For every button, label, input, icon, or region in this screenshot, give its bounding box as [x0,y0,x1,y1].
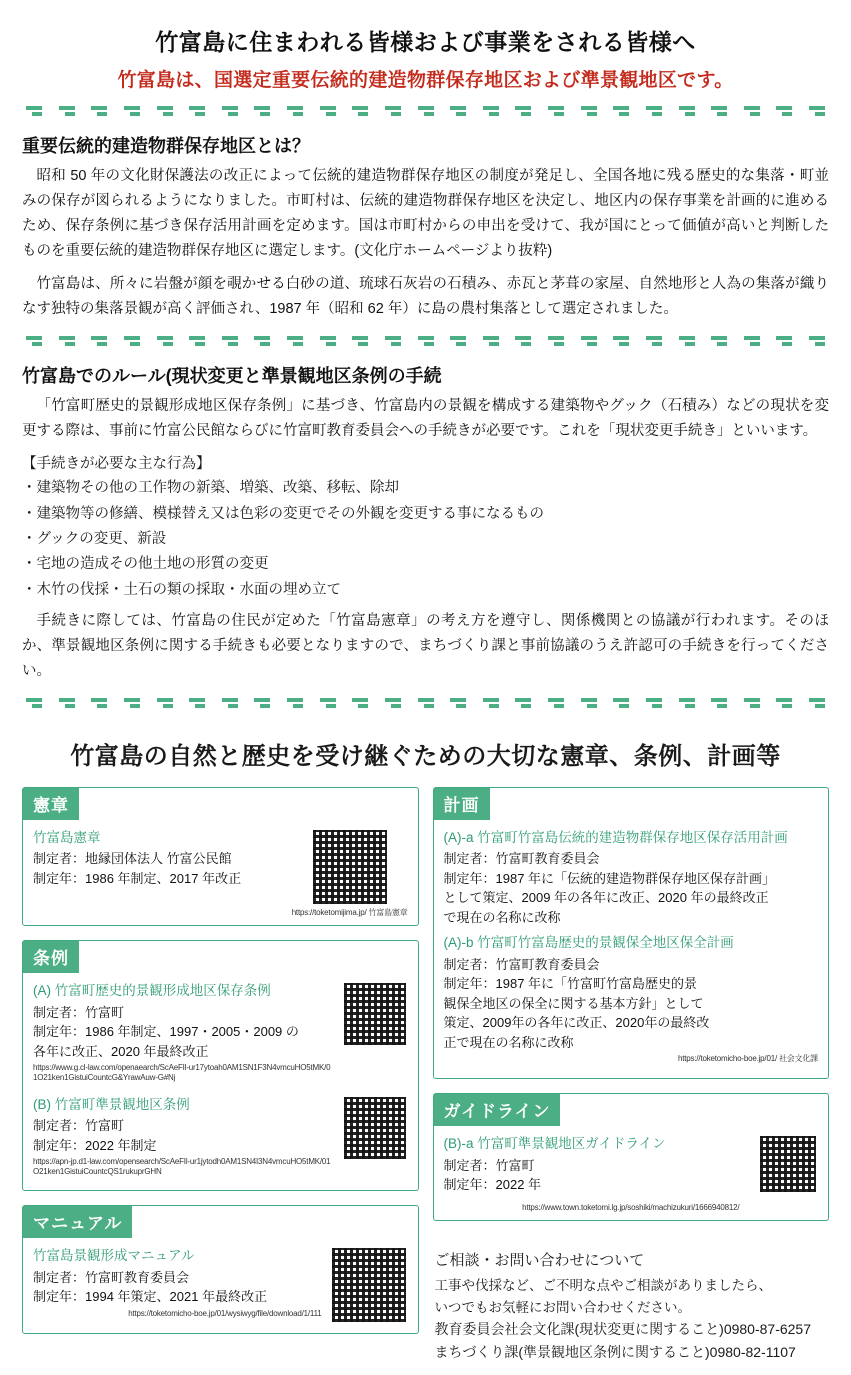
list-item: ・建築物等の修繕、模様替え又は色彩の変更でその外観を変更する事になるもの [22,505,544,522]
entry-line: 制定者：竹富町教育委員会 [443,851,600,867]
section2-paragraph-1: 「竹富町歴史的景観形成地区保存条例」に基づき、竹富島内の景観を構成する建築物やグック（石積み）などの現状を変更する際は、事前に竹富公民館ならびに竹富町教育委員会への手続きが必要です。これを「現状変更手続き」といいます。 [22,397,829,439]
acts-list-heading: 【手続きが必要な主な行為】 [22,455,211,472]
entry-url: https://www.town.toketomi.lg.jp/soshiki/machizukuri/1666940812/ [522,1202,740,1212]
card-keikaku-body [434,820,829,1064]
qr-code-icon[interactable] [330,1246,408,1324]
card-kensho [22,787,419,927]
qr-code-icon[interactable] [342,1095,408,1161]
entry [33,1095,334,1177]
qr-code-icon[interactable] [311,828,389,906]
card-kensho-header: 憲章 [23,788,79,820]
entry-url: https://toketomijima.jp/ 竹富島憲章 [291,907,408,917]
divider-top [26,104,825,118]
qr-code-icon[interactable] [758,1134,818,1194]
card-keikaku [433,787,830,1079]
entry-title: 竹富島景観形成マニュアル [33,1248,195,1264]
divider-middle-2 [26,696,825,710]
card-keikaku-header: 計画 [434,788,490,820]
entry-line: 制定年：2022 年制定 [33,1137,157,1153]
entry [444,1134,751,1195]
section2-paragraph-2: 手続きに際しては、竹富島の住民が定めた「竹富島憲章」の考え方を遵守し、関係機関との協議が行われます。そのほか、準景観地区条例に関する手続きも必要となりますので、まちづくり課と事前協議のうえ許認可の手続きを行ってください。 [22,613,829,679]
entry-line: で現在の名称に改称 [443,909,561,925]
contact-tel: 教育委員会社会文化課(現状変更に関すること)0980-87-6257 [434,1321,812,1338]
card-jorei [22,940,419,1191]
list-item: ・木竹の伐採・土石の類の採取・水面の埋め立て [22,581,341,598]
entry-line: 制定者：竹富町 [33,1118,125,1134]
entry [33,981,334,1082]
section1-paragraph-1: 昭和 50 年の文化財保護法の改正によって伝統的建造物群保存地区の制度が発足し、全国各地に残る歴史的な集落・町並みの保存が図られるようになりました。市町村は、伝統的建造物群保存地区を決定し、地区内の保存事業を計画的に進めるため、保存条例に基づき保存活用計画を定めます。国は市町村からの申出を受けて、我が国にとって価値が高いと判断したものを重要伝統的建造物群保存地区に選定します。(文化庁ホームページより抜粋) [22,168,829,259]
charters-cards [22,787,829,1365]
entry-line: 正で現在の名称に改称 [443,1034,574,1050]
card-manual [22,1205,419,1333]
page-subtitle: 竹富島は、国選定重要伝統的建造物群保存地区および準景観地区です。 [117,70,734,91]
entry-title: 竹富島憲章 [33,829,101,845]
card-jorei-header: 条例 [23,941,79,973]
card-guideline-body [434,1126,829,1212]
entry-line: 制定者：竹富町教育委員会 [33,1269,190,1285]
entry-line: 各年に改正、2020 年最終改正 [33,1043,209,1059]
entry-title: (A)-b 竹富町竹富島歴史的景観保全地区保全計画 [443,935,734,951]
entry-line: 観保全地区の保全に関する基本方針」として [443,995,704,1011]
contact-tel: まちづくり課(準景観地区条例に関すること)0980-82-1107 [434,1344,796,1361]
entry [33,828,284,889]
entry-line: 制定年：1986 年制定、2017 年改正 [33,870,242,886]
qr-code-icon[interactable] [342,981,408,1047]
cards-right-column [433,787,830,1365]
card-jorei-body [23,973,418,1182]
entry-url: https://apn-jp.d1-law.com/opensearch/ScAeFIl-ur1jytodh0AM1SN4I3N4vmcuHO5tMK/01O21ken1GistuiCountcQS1rukuprGHN [33,1157,331,1176]
acts-list [22,476,829,603]
entry-line: 制定者：竹富町 [33,1004,125,1020]
section-title-2: 竹富島でのルール(現状変更と準景観地区条例の手続 [22,365,442,386]
charters-section-heading: 竹富島の自然と歴史を受け継ぐための大切な憲章、条例、計画等 [70,742,781,770]
list-item: ・建築物その他の工作物の新築、増築、改築、移転、除却 [22,480,399,497]
entry-title: (B) 竹富町準景観地区条例 [33,1096,190,1112]
entry-line: 制定年：1986 年制定、1997・2005・2009 の [33,1024,299,1040]
entry [33,1246,322,1318]
entry-line: 制定者：竹富町教育委員会 [443,956,600,972]
entry-line: 制定者：地縁団体法人 竹富公民館 [33,851,232,867]
entry-url: https://toketomicho-boe.jp/01/wysiwyg/file/download/1/111 [128,1308,322,1318]
section-title-1: 重要伝統的建造物群保存地区とは？ [22,136,310,156]
card-kensho-body [23,820,418,918]
list-item: ・グックの変更、新設 [22,530,167,547]
entry-url: https://toketomicho-boe.jp/01/ 社会文化課 [678,1054,818,1064]
entry [444,933,819,1064]
entry-title: (A)-a 竹富町竹富島伝統的建造物群保存地区保存活用計画 [443,829,788,845]
divider-middle-1 [26,334,825,348]
card-manual-body [23,1238,418,1324]
entry-line: 制定者：竹富町 [443,1157,535,1173]
card-guideline-header: ガイドライン [434,1094,561,1126]
card-guideline [433,1093,830,1221]
cards-left-column [22,787,419,1334]
entry-line: 制定年：1987 年に「竹富町竹富島歴史的景 [443,976,698,992]
contact-line: 工事や伐採など、ご不明な点やご相談がありましたら、 [434,1278,772,1294]
entry-line: 制定年：2022 年 [443,1177,542,1193]
section1-paragraph-2: 竹富島は、所々に岩盤が顔を覗かせる白砂の道、琉球石灰岩の石積み、赤瓦と茅葺の家屋、自然地形と人為の集落が織りなす独特の集落景観が高く評価され、1987 年（昭和 62 年）に島の農村集落として選定されました。 [22,275,829,317]
entry-line: 策定、2009年の各年に改正、2020年の最終改 [443,1015,710,1031]
contact-block [433,1249,830,1364]
contact-title: ご相談・お問い合わせについて [434,1252,645,1270]
entry [444,828,819,928]
entry-title: (B)-a 竹富町準景観地区ガイドライン [443,1136,666,1152]
entry-line: 制定年：1987 年に「伝統的建造物群保存地区保存計画」 [443,870,776,886]
page-title: 竹富島に住まわれる皆様および事業をされる皆様へ [155,29,696,55]
card-manual-header: マニュアル [23,1206,132,1238]
entry-url: https://www.g.cl-law.com/openaearch/ScAeFIl-ur17ytoah0AM1SN1F3N4vmcuHO5tMK/01O21ken1GistuiCountcG&YrawAuw-G#Nj [33,1063,331,1083]
entry-line: として策定、2009 年の各年に改正、2020 年の最終改正 [443,890,769,906]
entry-line: 制定年：1994 年策定、2021 年最終改正 [33,1289,268,1305]
entry-title: (A) 竹富町歴史的景観形成地区保存条例 [33,983,271,999]
contact-line: いつでもお気軽にお問い合わせください。 [434,1299,691,1315]
list-item: ・宅地の造成その他土地の形質の変更 [22,556,269,573]
